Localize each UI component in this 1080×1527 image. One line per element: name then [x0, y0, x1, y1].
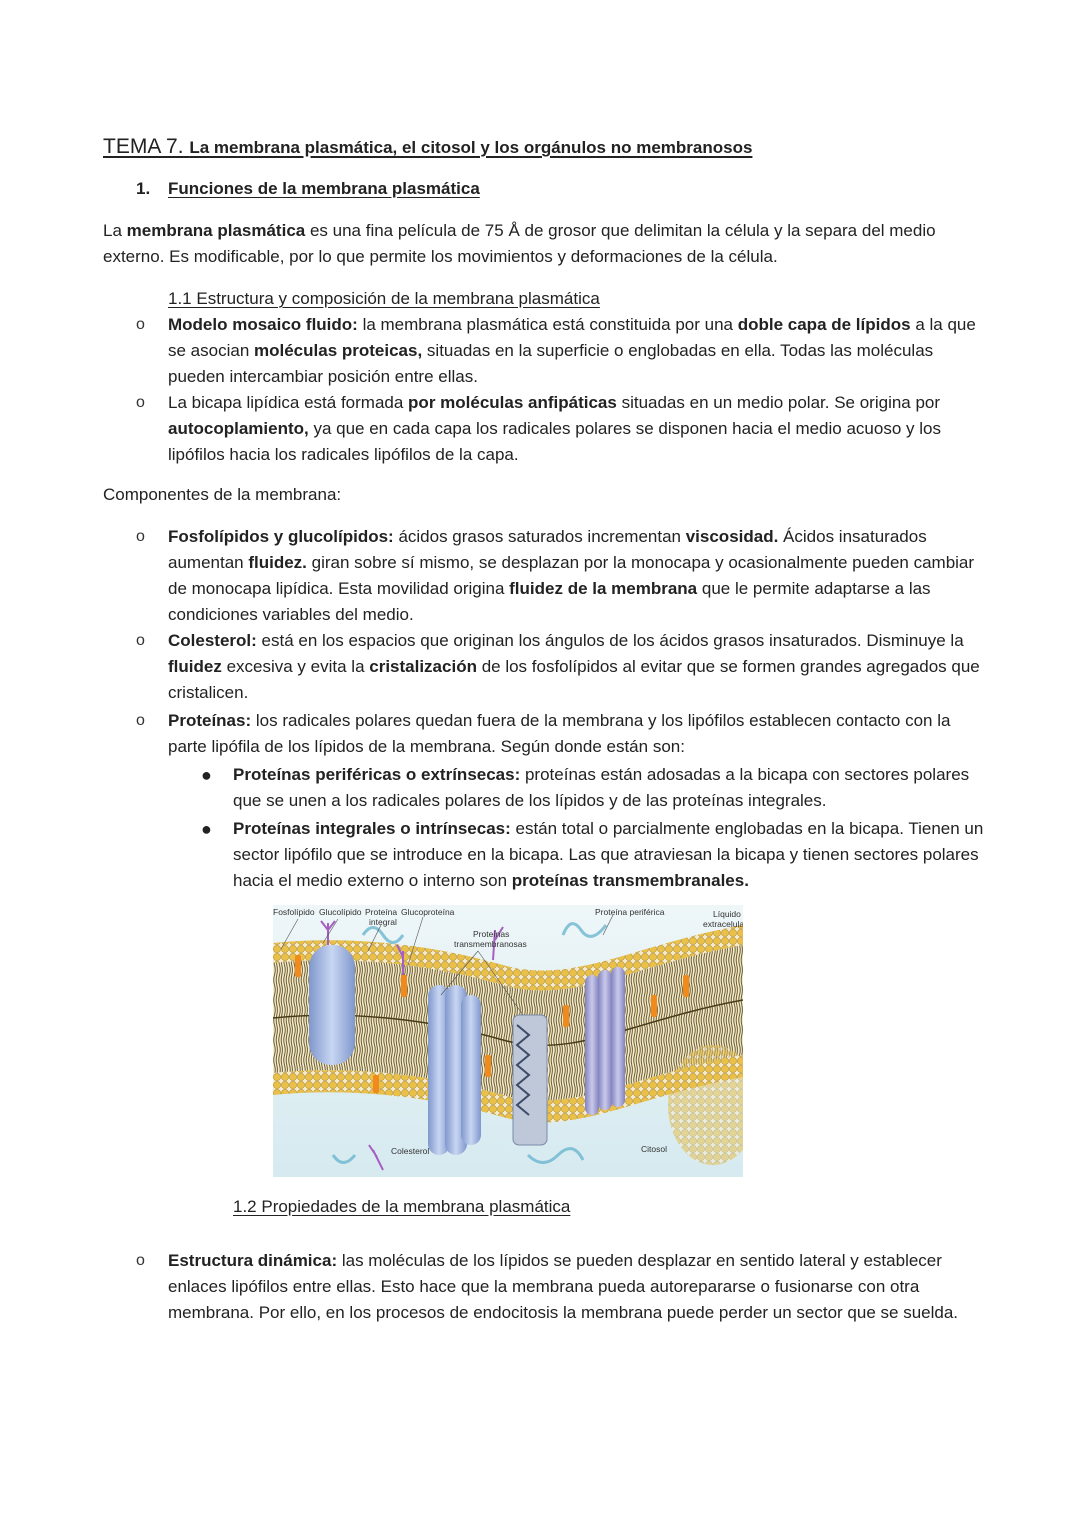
text: los radicales polares quedan fuera de la membrana y los lipófilos establecen contacto con la parte lipófila de los lípidos de la membrana. Según donde están son:: [168, 711, 951, 756]
membrane-diagram: [273, 905, 743, 1177]
text: ya que en cada capa los radicales polares se disponen hacia el medio acuoso y los lipófilos hacia los radicales lipófilos de la capa.: [168, 419, 941, 464]
bold-text: Fosfolípidos y glucolípidos:: [168, 527, 394, 546]
figure-label-liquid-1: Líquido: [713, 909, 741, 919]
text: situadas en la superficie o englobadas en ella. Todas las moléculas pueden intercambiar posición entre ellas.: [168, 341, 934, 386]
bold-text: Proteínas:: [168, 711, 252, 730]
bold-text: Modelo mosaico fluido:: [168, 315, 358, 334]
text: giran sobre sí mismo, se desplazan por la monocapa y ocasionalmente pueden cambiar de monocapa lipídica. Esta movilidad origina: [168, 553, 975, 598]
bold-text: Estructura dinámica:: [168, 1251, 338, 1270]
list-item-peripheral-proteins: [233, 762, 993, 814]
transmembrane-protein-shape: [428, 985, 481, 1155]
components-heading: Componentes de la membrana:: [103, 485, 342, 504]
figure-label-cytosol: Citosol: [641, 1144, 667, 1154]
text: están total o parcialmente englobadas en la bicapa. Tienen un sector lipófilo que se introduce en la bicapa. Las que atraviesan la bicapa y tienen sectores polares hacia el medio externo o interno son: [233, 819, 984, 890]
text: La bicapa lipídica está formada: [168, 393, 409, 412]
figure-label-transmembrane-1: Proteínas: [473, 929, 510, 939]
figure-label-cholesterol: Colesterol: [391, 1146, 430, 1156]
bold-text: viscosidad.: [685, 527, 779, 546]
list-item-mosaic-model: [168, 312, 988, 390]
circle-bullet: o: [136, 712, 145, 729]
list-item-integral-proteins: [233, 816, 993, 894]
text: ácidos grasos saturados incrementan: [393, 527, 686, 546]
integral-protein-shape: [309, 945, 355, 1065]
list-item-cholesterol: [168, 628, 988, 706]
intro-prefix: La: [103, 221, 127, 240]
tema-subtitle: La membrana plasmática, el citosol y los orgánulos no membranosos: [189, 138, 753, 157]
transmembrane-protein-shape: [585, 967, 625, 1115]
text: proteínas están adosadas a la bicapa con sectores polares que se unen a los radicales polares de los lípidos y de las proteínas integrales.: [233, 765, 970, 810]
list-item-lipid-bilayer: [168, 390, 988, 468]
helix-protein-shape: [513, 1015, 547, 1145]
list-item-dynamic-structure: [168, 1248, 988, 1326]
bold-text: fluidez: [168, 657, 222, 676]
figure-label-peripheral-protein: Proteína periférica: [595, 907, 665, 917]
section-number: 1.: [136, 179, 151, 198]
intro-paragraph: [103, 218, 983, 270]
figure-label-glycolipid: Glucolípido: [319, 907, 362, 917]
figure-label-integral-protein-1: Proteína: [365, 907, 398, 917]
circle-bullet: o: [136, 1252, 145, 1269]
bold-text: Colesterol:: [168, 631, 257, 650]
text: está en los espacios que originan los ángulos de los ácidos grasos insaturados. Disminuye la: [256, 631, 964, 650]
page-title: [103, 134, 752, 161]
section-title: Funciones de la membrana plasmática: [168, 179, 480, 198]
circle-bullet: o: [136, 632, 145, 649]
text: la membrana plasmática está constituida por una: [357, 315, 738, 334]
figure-label-integral-protein-2: integral: [369, 917, 397, 927]
bold-text: autocoplamiento,: [168, 419, 309, 438]
bold-text: moléculas proteicas,: [254, 341, 423, 360]
text: de los fosfolípidos al evitar que se formen grandes agregados que cristalicen.: [168, 657, 980, 702]
membrane-illustration: [273, 905, 743, 1177]
text: Ácidos insaturados aumentan: [168, 527, 927, 572]
subsection-heading-1-2: 1.2 Propiedades de la membrana plasmática: [233, 1197, 571, 1216]
text: excesiva y evita la: [221, 657, 370, 676]
bold-text: Proteínas periféricas o extrínsecas:: [233, 765, 521, 784]
dot-bullet: ●: [201, 765, 212, 785]
circle-bullet: o: [136, 316, 145, 333]
bold-text: por moléculas anfipáticas: [408, 393, 617, 412]
figure-label-transmembrane-2: transmembranosas: [454, 939, 527, 949]
section-heading: [136, 178, 480, 200]
bold-text: cristalización: [369, 657, 477, 676]
bold-text: fluidez de la membrana: [509, 579, 698, 598]
figure-label-phospholipid: Fosfolípido: [273, 907, 315, 917]
bold-text: proteínas transmembranales.: [511, 871, 749, 890]
text: que le permite adaptarse a las condiciones variables del medio.: [168, 579, 931, 624]
figure-label-glycoprotein: Glucoproteína: [401, 907, 455, 917]
text: las moléculas de los lípidos se pueden desplazar en sentido lateral y establecer enlaces lipófilos entre ellas. Esto hace que la membrana pueda autorepararse o fusionarse con otra membrana. Por ello, en los procesos de endocitosis la membrana puede perder un sector que se suelda.: [168, 1251, 959, 1322]
intro-bold-term: membrana plasmática: [126, 221, 306, 240]
bold-text: doble capa de lípidos: [737, 315, 911, 334]
tema-label: TEMA 7.: [103, 135, 184, 158]
list-item-phospholipids: [168, 524, 988, 628]
subsection-heading-1-1: 1.1 Estructura y composición de la membrana plasmática: [168, 289, 600, 308]
circle-bullet: o: [136, 394, 145, 411]
text: a la que se asocian: [168, 315, 976, 360]
text: situadas en un medio polar. Se origina por: [616, 393, 941, 412]
bold-text: fluidez.: [248, 553, 307, 572]
list-item-proteins: [168, 708, 988, 760]
circle-bullet: o: [136, 528, 145, 545]
figure-label-liquid-2: extracelular: [703, 919, 743, 929]
bold-text: Proteínas integrales o intrínsecas:: [233, 819, 511, 838]
intro-text: es una fina película de 75 Å de grosor que delimitan la célula y la separa del medio externo. Es modificable, por lo que permite los movimientos y deformaciones de la célula.: [103, 221, 936, 266]
dot-bullet: ●: [201, 819, 212, 839]
